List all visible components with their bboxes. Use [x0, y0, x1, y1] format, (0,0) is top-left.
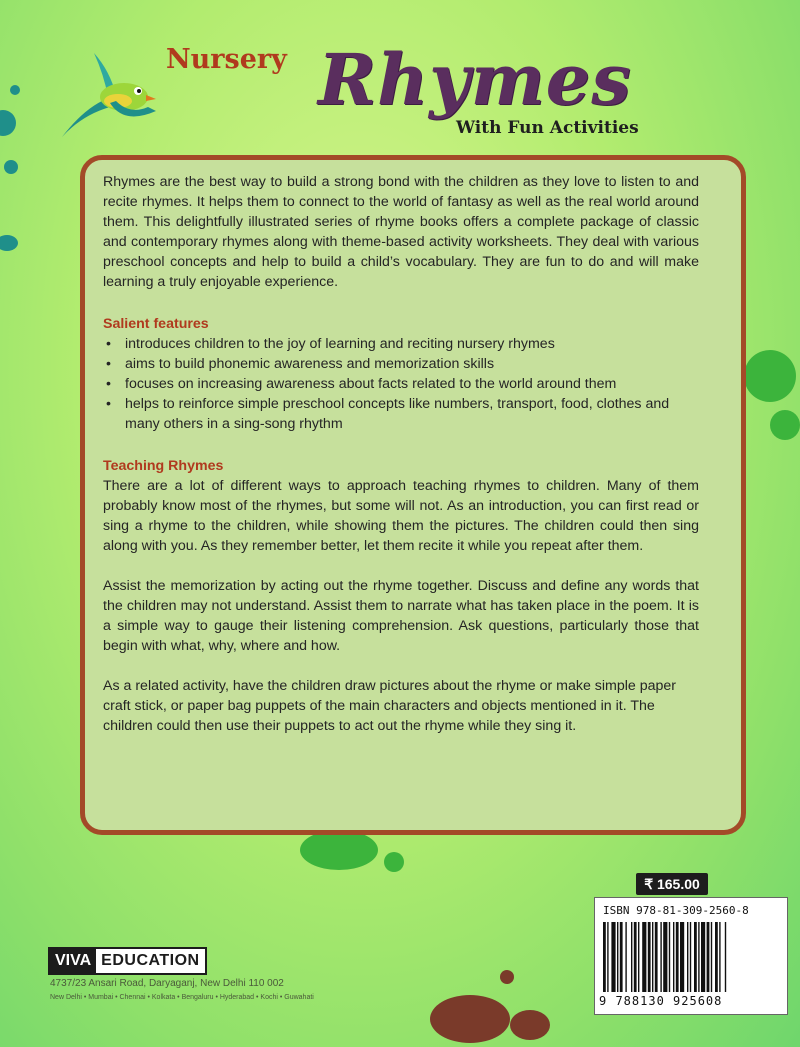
barcode-bar [663, 922, 667, 992]
green-splash [300, 830, 378, 870]
price-tag: ₹ 165.00 [636, 873, 708, 895]
barcode-bar [669, 922, 670, 992]
barcode-bar [652, 922, 653, 992]
barcode-bar [673, 922, 674, 992]
barcode-bar [648, 922, 651, 992]
barcode-bar [603, 922, 606, 992]
title-subtitle: With Fun Activities [456, 118, 639, 138]
barcode-bar [642, 922, 646, 992]
teaching-paragraph: There are a lot of different ways to approach teaching rhymes to children. Many of them probably know most of the rhymes, but some will not. As an introduction, you can first read or sing a rhyme to the children, while showing them the pictures. The children could then sing along with you. As they remember better, let them recite it while you repeat after them. [103, 478, 699, 554]
bird-icon [52, 45, 162, 145]
barcode-bar [680, 922, 684, 992]
barcode-bar [698, 922, 699, 992]
barcode-bar [634, 922, 637, 992]
barcode-bar [687, 922, 688, 992]
teal-splash [10, 85, 20, 95]
logo-viva: VIVA [50, 949, 96, 973]
barcode-bar [611, 922, 615, 992]
barcode-bar [660, 922, 661, 992]
panel-content [103, 172, 699, 736]
barcode [594, 897, 788, 1015]
barcode-bar [711, 922, 712, 992]
teal-splash [4, 160, 18, 174]
feature-item: • introduces children to the joy of learning and reciting nursery rhymes [103, 334, 699, 354]
brown-splash [430, 995, 510, 1043]
barcode-bar [625, 922, 626, 992]
barcode-bar [719, 922, 720, 992]
feature-item: • aims to build phonemic awareness and memorization skills [103, 354, 699, 374]
teaching-paragraph: As a related activity, have the children draw pictures about the rhyme or make simple paper craft stick, or paper bag puppets of the main characters and objects mentioned in it. The children could then use their puppets to act out the rhyme while they sing it. [103, 678, 677, 734]
teaching-heading: Teaching Rhymes [103, 458, 224, 474]
title-rhymes: Rhymes [318, 38, 632, 121]
green-splash [384, 852, 404, 872]
brown-splash [510, 1010, 550, 1040]
barcode-bar [707, 922, 710, 992]
publisher-logo [48, 947, 207, 975]
barcode-bar [694, 922, 697, 992]
barcode-bar [638, 922, 639, 992]
intro-paragraph: Rhymes are the best way to build a strong bond with the children as they love to listen to and recite rhymes. It helps them to connect to the world of fantasy as well as the real world around them. This delightfully illustrated series of rhyme books offers a complete package of classic and contemporary rhymes along with theme-based activity worksheets. They deal with various preschool concepts and help to build a child’s vocabulary. They are fun to do and will make learning a truly enjoyable experience. [103, 174, 699, 290]
barcode-digits: 9 788130 925608 [599, 994, 723, 1008]
barcode-bars [603, 922, 781, 992]
barcode-bar [620, 922, 623, 992]
barcode-bar [725, 922, 726, 992]
barcode-bar [607, 922, 608, 992]
barcode-bar [655, 922, 658, 992]
barcode-bar [690, 922, 691, 992]
feature-item: • focuses on increasing awareness about facts related to the world around them [103, 374, 699, 394]
barcode-bar [715, 922, 718, 992]
teaching-paragraph: Assist the memorization by acting out the rhyme together. Discuss and define any words that the children may not understand. Assist them to narrate what has taken place in the poem. It is a simple way to gauge their listening comprehension. Ask questions, particularly those that begin with what, why, where and how. [103, 578, 699, 654]
teal-splash [0, 235, 18, 251]
barcode-bar [676, 922, 679, 992]
features-list [103, 334, 699, 434]
teal-splash [0, 110, 16, 136]
logo-education: EDUCATION [96, 949, 204, 973]
salient-heading: Salient features [103, 316, 209, 332]
barcode-bar [701, 922, 705, 992]
isbn-label: ISBN 978-81-309-2560-8 [603, 904, 749, 917]
brown-splash [500, 970, 514, 984]
feature-item: • helps to reinforce simple preschool concepts like numbers, transport, food, clothes and many others in a sing-song rhythm [103, 394, 699, 434]
publisher-address: 4737/23 Ansari Road, Daryaganj, New Delhi 110 002 [50, 978, 284, 989]
green-splash [770, 410, 800, 440]
publisher-cities: New Delhi • Mumbai • Chennai • Kolkata • Bengaluru • Hyderabad • Kochi • Guwahati [50, 994, 314, 1001]
green-splash [744, 350, 796, 402]
barcode-bar [631, 922, 632, 992]
barcode-bar [617, 922, 618, 992]
title-nursery: Nursery [166, 44, 287, 75]
